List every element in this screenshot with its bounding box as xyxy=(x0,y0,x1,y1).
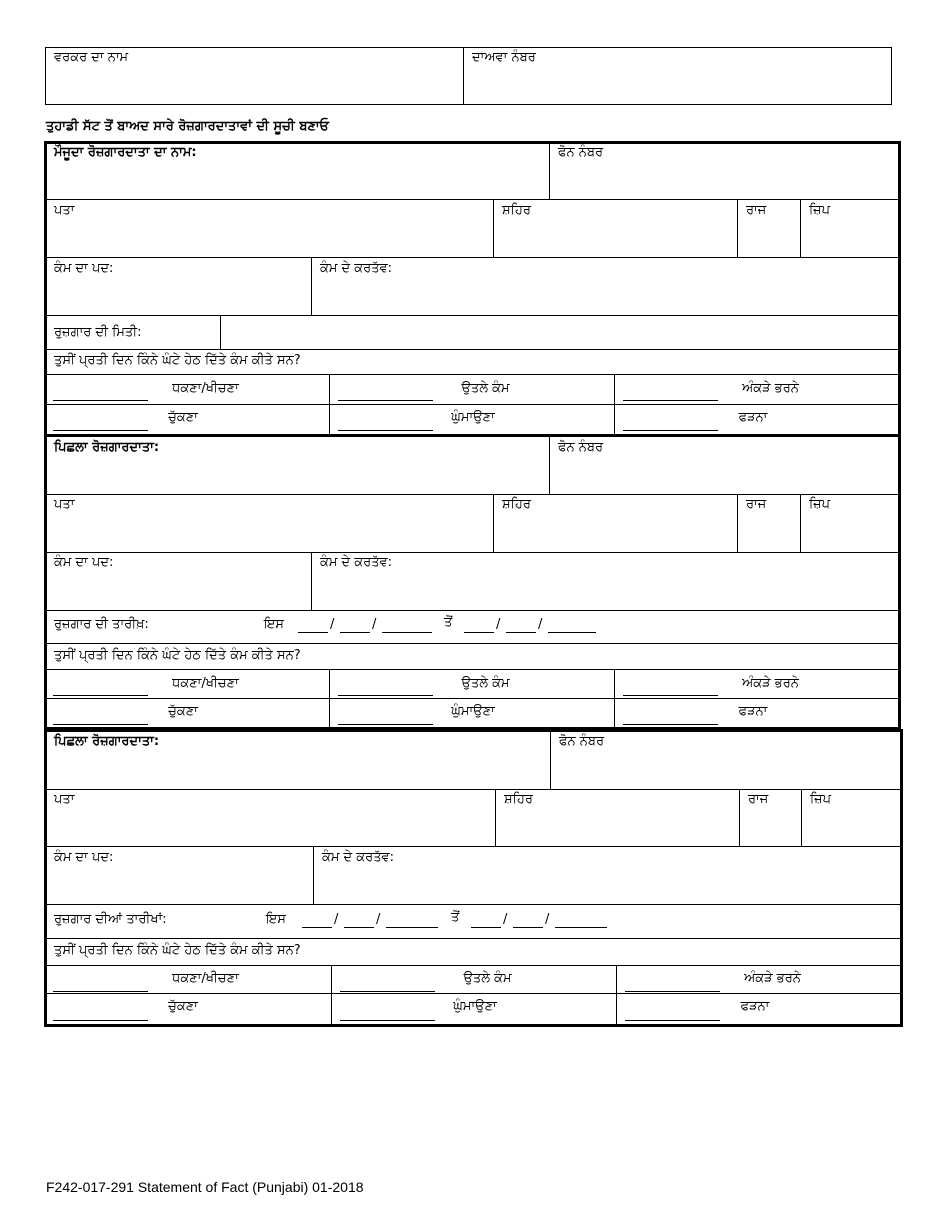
overhead-hours[interactable] xyxy=(338,400,433,401)
lifting-label: ਚੁੱਕਣਾ xyxy=(168,999,198,1014)
phone-label: ਫੋਨ ਨੰਬਰ xyxy=(559,734,605,749)
lifting-label: ਚੁੱਕਣਾ xyxy=(168,410,198,425)
twisting-hours[interactable] xyxy=(338,724,433,725)
hours-question: ਤੁਸੀਂ ਪ੍ਰਤੀ ਦਿਨ ਕਿੰਨੇ ਘੰਟੇ ਹੇਠ ਦਿੱਤੇ ਕੰਮ ਕੀਤੇ ਸਨ? xyxy=(54,943,301,958)
job-duties-field[interactable] xyxy=(315,867,899,903)
data-entry-label: ਅੰਕੜੇ ਭਰਨੇ xyxy=(742,381,799,396)
previous-employer-label: ਪਿਛਲਾ ਰੋਜ਼ਗਾਰਦਾਤਾ: xyxy=(54,440,160,455)
phone-field[interactable] xyxy=(551,162,897,198)
state-field[interactable] xyxy=(739,514,798,550)
grasping-label: ਫੜਨਾ xyxy=(738,704,768,719)
push-pull-hours[interactable] xyxy=(53,991,148,992)
grasping-hours[interactable] xyxy=(625,1020,720,1021)
claim-number-field[interactable] xyxy=(464,66,891,104)
job-title-field[interactable] xyxy=(47,278,309,314)
job-title-field[interactable] xyxy=(47,572,309,608)
job-duties-field[interactable] xyxy=(313,572,897,608)
address-field[interactable] xyxy=(47,514,491,550)
job-title-label: ਕੰਮ ਦਾ ਪਦ: xyxy=(54,555,114,570)
employment-dates-label: ਰੁਜ਼ਗਾਰ ਦੀਆਂ ਤਾਰੀਖਾਂ: xyxy=(54,912,167,927)
previous-employer-label: ਪਿਛਲਾ ਰੋਜ਼ਗਾਰਦਾਤਾ: xyxy=(54,734,160,749)
zip-field[interactable] xyxy=(802,220,897,256)
data-entry-label: ਅੰਕੜੇ ਭਰਨੇ xyxy=(742,676,799,691)
hours-question: ਤੁਸੀਂ ਪ੍ਰਤੀ ਦਿਨ ਕਿੰਨੇ ਘੰਟੇ ਹੇਠ ਦਿੱਤੇ ਕੰਮ ਕੀਤੇ ਸਨ? xyxy=(54,648,301,663)
data-entry-hours[interactable] xyxy=(623,695,718,696)
city-label: ਸ਼ਹਿਰ xyxy=(502,497,531,512)
twisting-label: ਘੁੰਮਾਉਣਾ xyxy=(451,410,495,425)
push-pull-hours[interactable] xyxy=(53,695,148,696)
overhead-hours[interactable] xyxy=(338,695,433,696)
to-label: ਤੋਂ xyxy=(451,910,460,925)
state-label: ਰਾਜ xyxy=(746,203,767,218)
current-employer-field[interactable] xyxy=(47,162,547,198)
employment-date-label: ਰੁਜ਼ਗਾਰ ਦੀ ਤਾਰੀਖ਼: xyxy=(54,617,149,632)
data-entry-hours[interactable] xyxy=(623,400,718,401)
grasping-label: ਫੜਨਾ xyxy=(740,999,770,1014)
twisting-label: ਘੁੰਮਾਉਣਾ xyxy=(451,704,495,719)
state-label: ਰਾਜ xyxy=(748,792,769,807)
lifting-hours[interactable] xyxy=(53,430,148,431)
lifting-hours[interactable] xyxy=(53,724,148,725)
zip-label: ਜ਼ਿਪ xyxy=(809,203,831,218)
push-pull-hours[interactable] xyxy=(53,400,148,401)
overhead-label: ਉਤਲੇ ਕੰਮ xyxy=(461,381,510,396)
job-title-label: ਕੰਮ ਦਾ ਪਦ: xyxy=(54,850,114,865)
city-field[interactable] xyxy=(495,514,735,550)
lifting-hours[interactable] xyxy=(53,1020,148,1021)
job-title-label: ਕੰਮ ਦਾ ਪਦ: xyxy=(54,261,114,276)
city-field[interactable] xyxy=(495,220,735,256)
phone-field[interactable] xyxy=(551,457,897,493)
claim-number-label: ਦਾਅਵਾ ਨੰਬਰ xyxy=(472,50,536,65)
current-employer-label: ਮੌਜੂਦਾ ਰੋਜ਼ਗਾਰਦਾਤਾ ਦਾ ਨਾਮ: xyxy=(54,145,197,160)
job-duties-label: ਕੰਮ ਦੇ ਕਰਤੱਵ: xyxy=(320,555,393,570)
city-field[interactable] xyxy=(497,809,737,845)
data-entry-hours[interactable] xyxy=(625,991,720,992)
zip-label: ਜ਼ਿਪ xyxy=(809,497,831,512)
twisting-hours[interactable] xyxy=(340,1020,435,1021)
employment-date-field[interactable] xyxy=(222,316,897,348)
phone-label: ਫੋਨ ਨੰਬਰ xyxy=(558,145,604,160)
overhead-label: ਉਤਲੇ ਕੰਮ xyxy=(463,971,512,986)
phone-label: ਫੋਨ ਨੰਬਰ xyxy=(558,440,604,455)
job-duties-field[interactable] xyxy=(313,278,897,314)
employment-date-label: ਰੁਜ਼ਗਾਰ ਦੀ ਮਿਤੀ: xyxy=(54,325,142,340)
overhead-label: ਉਤਲੇ ਕੰਮ xyxy=(461,676,510,691)
previous-employer-field[interactable] xyxy=(47,751,548,787)
from-label: ਇਸ xyxy=(266,912,286,927)
push-pull-label: ਧਕਣਾ/ਖੀਚਣਾ xyxy=(172,676,239,691)
hours-question: ਤੁਸੀਂ ਪ੍ਰਤੀ ਦਿਨ ਕਿੰਨੇ ਘੰਟੇ ਹੇਠ ਦਿੱਤੇ ਕੰਮ ਕੀਤੇ ਸਨ? xyxy=(54,353,301,368)
address-label: ਪਤਾ xyxy=(54,203,75,218)
state-field[interactable] xyxy=(739,220,798,256)
state-label: ਰਾਜ xyxy=(746,497,767,512)
job-duties-label: ਕੰਮ ਦੇ ਕਰਤੱਵ: xyxy=(322,850,395,865)
phone-field[interactable] xyxy=(552,751,899,787)
city-label: ਸ਼ਹਿਰ xyxy=(504,792,533,807)
twisting-label: ਘੁੰਮਾਉਣਾ xyxy=(453,999,497,1014)
address-field[interactable] xyxy=(47,220,491,256)
to-label: ਤੋਂ xyxy=(444,615,453,630)
from-label: ਇਸ xyxy=(264,617,284,632)
previous-employer-field[interactable] xyxy=(47,457,547,493)
zip-field[interactable] xyxy=(803,809,899,845)
data-entry-label: ਅੰਕੜੇ ਭਰਨੇ xyxy=(744,971,801,986)
zip-label: ਜ਼ਿਪ xyxy=(810,792,832,807)
form-footer: F242-017-291 Statement of Fact (Punjabi) 01-2018 xyxy=(46,1179,364,1195)
lifting-label: ਚੁੱਕਣਾ xyxy=(168,704,198,719)
push-pull-label: ਧਕਣਾ/ਖੀਚਣਾ xyxy=(172,971,239,986)
grasping-label: ਫੜਨਾ xyxy=(738,410,768,425)
twisting-hours[interactable] xyxy=(338,430,433,431)
grasping-hours[interactable] xyxy=(623,724,718,725)
zip-field[interactable] xyxy=(802,514,897,550)
worker-name-label: ਵਰਕਰ ਦਾ ਨਾਮ xyxy=(54,50,129,65)
grasping-hours[interactable] xyxy=(623,430,718,431)
address-label: ਪਤਾ xyxy=(54,497,75,512)
address-label: ਪਤਾ xyxy=(54,792,75,807)
city-label: ਸ਼ਹਿਰ xyxy=(502,203,531,218)
worker-name-field[interactable] xyxy=(46,66,462,104)
job-title-field[interactable] xyxy=(47,867,311,903)
job-duties-label: ਕੰਮ ਦੇ ਕਰਤੱਵ: xyxy=(320,261,393,276)
instruction-heading: ਤੁਹਾਡੀ ਸੱਟ ਤੋਂ ਬਾਅਦ ਸਾਰੇ ਰੋਜ਼ਗਾਰਦਾਤਾਵਾਂ ਦੀ ਸੂਚੀ ਬਣਾਓ xyxy=(46,119,329,134)
state-field[interactable] xyxy=(741,809,799,845)
overhead-hours[interactable] xyxy=(340,991,435,992)
address-field[interactable] xyxy=(47,809,493,845)
push-pull-label: ਧਕਣਾ/ਖੀਚਣਾ xyxy=(172,381,239,396)
